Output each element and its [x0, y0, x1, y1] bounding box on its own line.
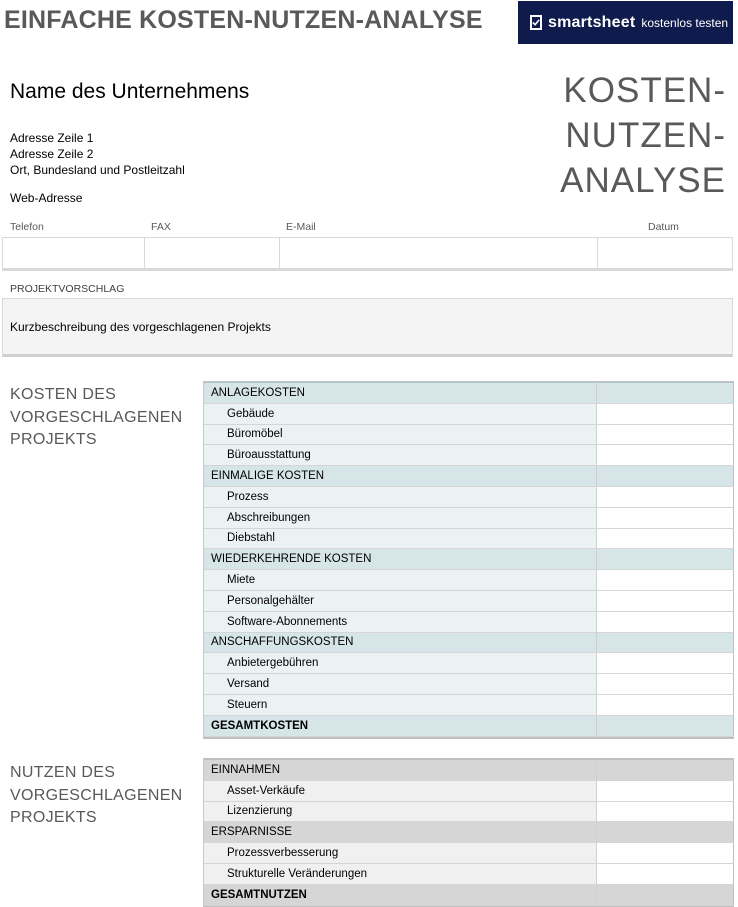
- benefits-heading-line: VORGESCHLAGENEN: [10, 786, 183, 804]
- costs-row-label: Prozess: [204, 487, 597, 507]
- costs-row-item: [204, 570, 734, 591]
- costs-row-label: Miete: [204, 570, 597, 590]
- fax-field[interactable]: [145, 238, 280, 268]
- brand-name: smartsheet: [548, 13, 636, 31]
- benefits-row-cat: [204, 760, 734, 781]
- benefits-row-label: Asset-Verkäufe: [204, 781, 597, 801]
- costs-row-cat: [204, 466, 734, 487]
- benefits-row-cat: [204, 822, 734, 843]
- costs-row-item: [204, 612, 734, 633]
- costs-row-item: [204, 591, 734, 612]
- benefits-heading: [10, 762, 183, 830]
- costs-heading-line: KOSTEN DES: [10, 386, 117, 403]
- benefits-heading-line: NUTZEN DES: [10, 764, 116, 781]
- costs-row-label: EINMALIGE KOSTEN: [204, 466, 597, 486]
- costs-amount-cell[interactable]: [597, 570, 734, 590]
- costs-row-label: Büroausstattung: [204, 445, 597, 465]
- email-label: E-Mail: [286, 221, 316, 233]
- costs-amount-cell[interactable]: [597, 466, 734, 486]
- document-title-line: NUTZEN-: [565, 116, 726, 155]
- costs-row-total: [204, 716, 734, 737]
- costs-row-cat: [204, 549, 734, 570]
- trial-link[interactable]: kostenlos testen: [641, 15, 729, 30]
- costs-amount-cell[interactable]: [597, 487, 734, 507]
- benefits-amount-cell[interactable]: [597, 843, 734, 863]
- costs-amount-cell[interactable]: [597, 653, 734, 673]
- benefits-row-label: Prozessverbesserung: [204, 843, 597, 863]
- costs-row-label: Anbietergebühren: [204, 653, 597, 673]
- costs-row-label: ANLAGEKOSTEN: [204, 383, 597, 403]
- address-block[interactable]: [10, 130, 185, 178]
- date-field[interactable]: [598, 238, 732, 268]
- benefits-row-label: EINNAHMEN: [204, 760, 597, 780]
- benefits-heading-line: PROJEKTS: [10, 809, 97, 826]
- costs-amount-cell[interactable]: [597, 404, 734, 424]
- phone-field[interactable]: [3, 238, 145, 268]
- costs-row-item: [204, 653, 734, 674]
- benefits-amount-cell[interactable]: [597, 781, 734, 801]
- web-address[interactable]: Web-Adresse: [10, 191, 83, 205]
- costs-amount-cell[interactable]: [597, 529, 734, 549]
- costs-amount-cell[interactable]: [597, 612, 734, 632]
- costs-row-item: [204, 529, 734, 550]
- document-title: [560, 68, 726, 203]
- costs-heading: [10, 384, 183, 452]
- costs-row-cat: [204, 633, 734, 654]
- costs-row-item: [204, 487, 734, 508]
- email-field[interactable]: [280, 238, 598, 268]
- document-title-line: KOSTEN-: [563, 71, 726, 110]
- costs-amount-cell[interactable]: [597, 674, 734, 694]
- costs-row-item: [204, 445, 734, 466]
- benefits-row-item: [204, 802, 734, 823]
- costs-amount-cell[interactable]: [597, 633, 734, 653]
- costs-row-label: Versand: [204, 674, 597, 694]
- benefits-row-label: GESAMTNUTZEN: [204, 885, 597, 905]
- benefits-amount-cell[interactable]: [597, 864, 734, 884]
- costs-row-label: Steuern: [204, 695, 597, 715]
- costs-heading-line: VORGESCHLAGENEN: [10, 408, 183, 426]
- proposal-label: PROJEKTVORSCHLAG: [10, 283, 125, 295]
- benefits-row-label: Lizenzierung: [204, 802, 597, 822]
- benefits-amount-cell[interactable]: [597, 802, 734, 822]
- costs-amount-cell[interactable]: [597, 591, 734, 611]
- costs-row-label: Personalgehälter: [204, 591, 597, 611]
- costs-row-cat: [204, 383, 734, 404]
- costs-row-label: Abschreibungen: [204, 508, 597, 528]
- costs-row-item: [204, 695, 734, 716]
- document-title-line: ANALYSE: [560, 161, 726, 200]
- address-line-2[interactable]: Adresse Zeile 2: [10, 147, 94, 161]
- costs-row-label: Diebstahl: [204, 529, 597, 549]
- costs-amount-cell[interactable]: [597, 716, 734, 736]
- benefits-row-label: Strukturelle Veränderungen: [204, 864, 597, 884]
- costs-row-label: Büromöbel: [204, 425, 597, 445]
- date-label: Datum: [648, 221, 679, 233]
- benefits-amount-cell[interactable]: [597, 760, 734, 780]
- costs-table: [203, 381, 734, 739]
- costs-row-item: [204, 674, 734, 695]
- benefits-row-item: [204, 781, 734, 802]
- costs-row-label: GESAMTKOSTEN: [204, 716, 597, 736]
- fax-label: FAX: [151, 221, 171, 233]
- costs-row-item: [204, 404, 734, 425]
- costs-amount-cell[interactable]: [597, 425, 734, 445]
- proposal-description: Kurzbeschreibung des vorgeschlagenen Projekts: [10, 319, 271, 334]
- costs-amount-cell[interactable]: [597, 508, 734, 528]
- address-line-3[interactable]: Ort, Bundesland und Postleitzahl: [10, 163, 185, 177]
- phone-label: Telefon: [10, 221, 44, 233]
- costs-heading-line: PROJEKTS: [10, 431, 97, 448]
- address-line-1[interactable]: Adresse Zeile 1: [10, 131, 94, 145]
- page-title: EINFACHE KOSTEN-NUTZEN-ANALYSE: [4, 6, 483, 34]
- costs-row-item: [204, 425, 734, 446]
- benefits-row-item: [204, 864, 734, 885]
- costs-row-label: WIEDERKEHRENDE KOSTEN: [204, 549, 597, 569]
- costs-row-label: Software-Abonnements: [204, 612, 597, 632]
- contact-row: [2, 237, 733, 271]
- benefits-row-total: [204, 885, 734, 906]
- benefits-row-label: ERSPARNISSE: [204, 822, 597, 842]
- costs-amount-cell[interactable]: [597, 383, 734, 403]
- benefits-table: [203, 758, 734, 907]
- costs-row-label: ANSCHAFFUNGSKOSTEN: [204, 633, 597, 653]
- proposal-description-field[interactable]: [2, 298, 733, 357]
- costs-amount-cell[interactable]: [597, 445, 734, 465]
- costs-row-item: [204, 508, 734, 529]
- smartsheet-trial-banner[interactable]: [518, 1, 733, 44]
- benefits-row-item: [204, 843, 734, 864]
- checkmark-icon: [530, 15, 542, 30]
- costs-amount-cell[interactable]: [597, 549, 734, 569]
- costs-amount-cell[interactable]: [597, 695, 734, 715]
- benefits-amount-cell[interactable]: [597, 822, 734, 842]
- benefits-amount-cell[interactable]: [597, 885, 734, 905]
- company-name[interactable]: Name des Unternehmens: [10, 80, 250, 103]
- costs-row-label: Gebäude: [204, 404, 597, 424]
